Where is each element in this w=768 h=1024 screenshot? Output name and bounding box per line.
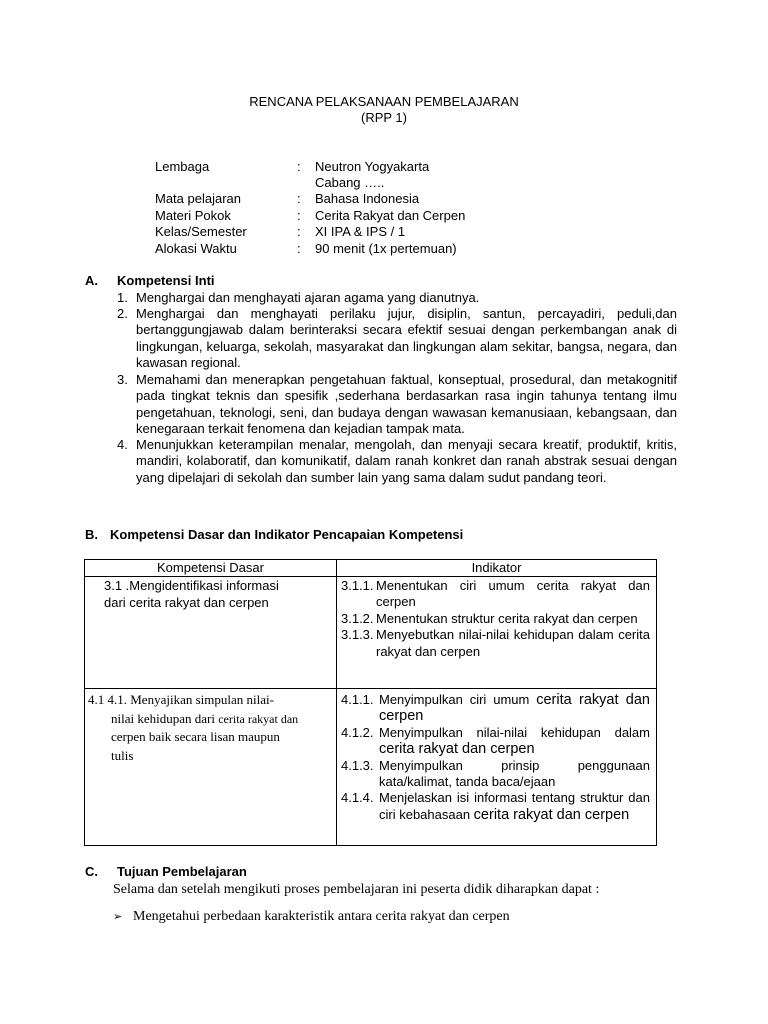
meta-value: XI IPA & IPS / 1 <box>315 224 406 239</box>
meta-colon: : <box>297 208 301 223</box>
meta-value: Neutron Yogyakarta <box>315 159 430 174</box>
meta-key: Materi Pokok <box>155 208 231 223</box>
indicator-text: cerita rakyat dan cerpen <box>379 741 535 758</box>
kd-text: 4.1 4.1. Menyajikan simpulan nilai- <box>88 692 274 707</box>
indicator-item <box>337 758 656 791</box>
indicator-number: 3.1.1. <box>341 578 374 593</box>
kd-text: cerita rakyat dan <box>218 711 299 726</box>
table-header-row <box>85 560 657 577</box>
list-text: Menunjukkan keterampilan menalar, mengolah, dan menyaji secara kreatif, produktif, kritis, mandiri, kolaboratif, dan komunikatif, dalam ranah konkret dan ranah abstrak sesuai dengan yang dipelajari di sekolah dan sumber lain yang sama dalam sudut pandang teori. <box>136 437 677 485</box>
meta-key: Kelas/Semester <box>155 224 247 239</box>
section-letter: C. <box>85 864 98 879</box>
indicator-cell <box>337 577 657 689</box>
meta-value: Cabang ….. <box>315 175 385 190</box>
list-number: 2. <box>117 306 128 321</box>
objective-intro: Selama dan setelah mengikuti proses pembelajaran ini peserta didik diharapkan dapat : <box>113 882 600 897</box>
indicator-text: Menyimpulkan ciri umum <box>379 692 537 707</box>
meta-value: 90 menit (1x pertemuan) <box>315 241 457 256</box>
meta-colon: : <box>297 241 301 256</box>
list-number: 4. <box>117 437 128 452</box>
indicator-item <box>337 578 656 611</box>
indicator-text: cerita rakyat dan cerpen <box>379 692 650 725</box>
section-title: Tujuan Pembelajaran <box>117 864 247 879</box>
table-row <box>85 577 657 689</box>
indicator-text: Menentukan ciri umum cerita rakyat dan cerpen <box>376 578 650 610</box>
table-header: Indikator <box>337 560 657 577</box>
section-title: Kompetensi Inti <box>117 273 215 288</box>
list-item <box>117 290 677 306</box>
meta-key: Mata pelajaran <box>155 191 241 206</box>
list-item <box>117 437 677 486</box>
meta-key: Alokasi Waktu <box>155 241 237 256</box>
indicator-text: Menyebutkan nilai-nilai kehidupan dalam cerita rakyat dan cerpen <box>376 627 650 659</box>
indicator-item <box>337 627 656 660</box>
table-row <box>85 689 657 846</box>
indicator-text: cerita rakyat dan cerpen <box>473 806 630 823</box>
kd-text-line <box>88 710 332 729</box>
indicator-number: 4.1.3. <box>341 757 374 773</box>
kd-text: dari cerita rakyat dan cerpen <box>104 594 269 610</box>
list-number: 3. <box>117 372 128 387</box>
meta-key: Lembaga <box>155 159 210 174</box>
indicator-text: Menyimpulkan nilai-nilai kehidupan dalam <box>379 724 650 740</box>
list-text: Memahami dan menerapkan pengetahuan faktual, konseptual, prosedural, dan metakognitif pada tingkat teknis dan spesifik ,sederhana berdasarkan rasa ingin tahunya tentang ilmu pengetahuan, teknologi, seni, dan budaya dengan wawasan kemanusiaan, kebangsaan, dan kenegaraan terkait fenomena dan kejadian tampak mata. <box>136 372 677 436</box>
document-title: RENCANA PELAKSANAAN PEMBELAJARAN <box>249 94 519 109</box>
kd-text: 3.1 .Mengidentifikasi informasi <box>104 578 279 593</box>
indicator-text: Menyimpulkan prinsip penggunaan kata/kalimat, tanda baca/ejaan <box>379 757 650 790</box>
section-b-heading <box>85 527 464 543</box>
meta-colon: : <box>297 159 301 174</box>
list-number: 1. <box>117 290 128 305</box>
indicator-number: 4.1.1. <box>341 692 374 707</box>
indicator-item <box>337 725 656 758</box>
indicator-text: Menentukan struktur cerita rakyat dan cerpen <box>376 610 638 626</box>
kd-text: nilai kehidupan dari <box>111 710 219 726</box>
indicator-text: Menjelaskan isi informasi tentang struktur dan ciri kebahasaan <box>379 790 650 822</box>
section-c-heading <box>85 864 247 880</box>
indicator-cell <box>337 689 657 846</box>
indicator-number: 3.1.3. <box>341 627 374 643</box>
table-header: Kompetensi Dasar <box>85 560 337 577</box>
section-a-heading <box>85 273 215 289</box>
list-item <box>117 372 677 437</box>
kd-cell <box>85 689 337 846</box>
indicator-item <box>337 611 656 627</box>
list-text: Menghargai dan menghayati perilaku jujur, disiplin, santun, percayadiri, peduli,dan bertanggungjawab dalam berinteraksi secara efektif sesuai dengan perkembangan anak di lingkungan, keluarga, sekolah, masyarakat dan lingkungan alam sekitar, bangsa, negara, dan kawasan regional. <box>136 306 677 370</box>
meta-value: Cerita Rakyat dan Cerpen <box>315 208 466 223</box>
kd-text: tulis <box>111 747 134 763</box>
indicator-item <box>337 790 656 823</box>
arrow-bullet-icon: ➢ <box>113 910 123 923</box>
indicator-number: 3.1.2. <box>341 610 374 626</box>
section-letter: B. <box>85 527 98 542</box>
section-letter: A. <box>85 273 98 288</box>
meta-colon: : <box>297 191 301 206</box>
list-text: Menghargai dan menghayati ajaran agama yang dianutnya. <box>136 290 480 305</box>
list-item <box>117 306 677 371</box>
kd-text: cerpen baik secara lisan maupun <box>111 729 280 744</box>
meta-colon: : <box>297 224 301 239</box>
section-title: Kompetensi Dasar dan Indikator Pencapaian Kompetensi <box>110 527 464 542</box>
document-subtitle: (RPP 1) <box>361 110 407 125</box>
meta-value: Bahasa Indonesia <box>315 191 420 206</box>
competency-table <box>84 559 657 846</box>
list-item <box>113 908 510 926</box>
kd-cell <box>85 577 337 689</box>
indicator-number: 4.1.4. <box>341 790 374 806</box>
indicator-number: 4.1.2. <box>341 724 374 740</box>
indicator-item <box>337 692 656 725</box>
objective-text: Mengetahui perbedaan karakteristik antara cerita rakyat dan cerpen <box>133 909 510 924</box>
